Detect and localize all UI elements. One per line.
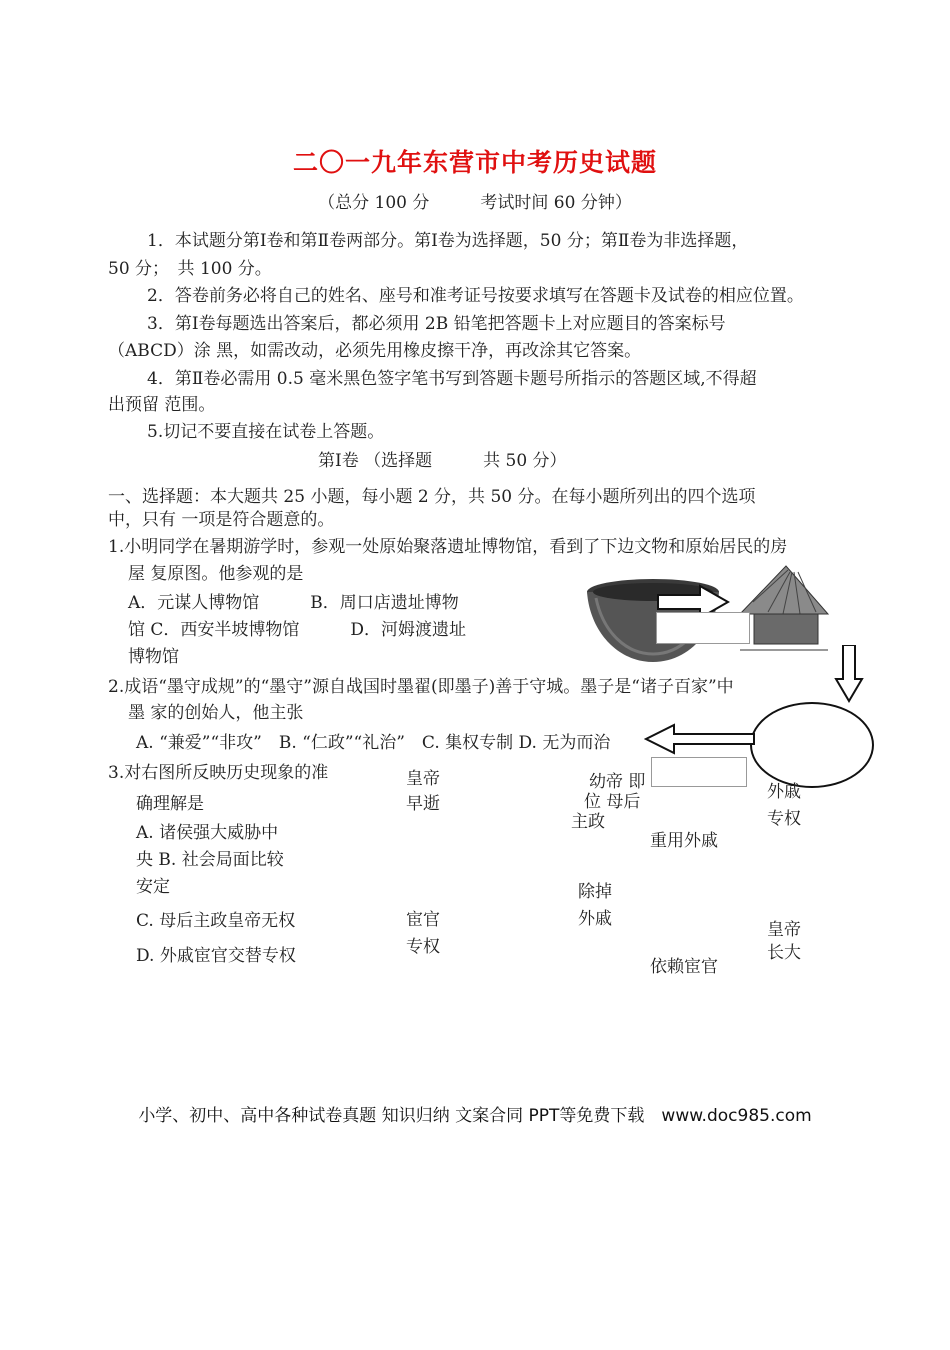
diagram-node-child-emperor: 幼帝 即 xyxy=(589,772,646,792)
exam-subtitle: （总分 100 分 考试时间 60 分钟） xyxy=(318,193,632,213)
instruction-line: （ABCD）涂 黑，如需改动，必须先用橡皮擦干净，再改涂其它答案。 xyxy=(108,341,642,361)
diagram-circle xyxy=(750,702,874,788)
diagram-node-emperor-grows: 皇帝 xyxy=(767,920,801,940)
question-1-stem: 1.小明同学在暑期游学时，参观一处原始聚落遗址博物馆，看到了下边文物和原始居民的房 xyxy=(108,537,788,557)
arrow-left-icon xyxy=(644,722,756,756)
question-3-option: D. 外戚宦官交替专权 xyxy=(136,946,296,966)
diagram-node-remove-consort: 外戚 xyxy=(578,909,612,929)
question-1-option: A．元谋人博物馆 B．周口店遗址博物 xyxy=(128,593,459,613)
diagram-node-emperor-death: 皇帝 xyxy=(406,769,440,789)
instruction-line: 2．答卷前务必将自己的姓名、座号和准考证号按要求填写在答题卡及试卷的相应位置。 xyxy=(147,286,804,306)
diagram-node-emperor-grows: 长大 xyxy=(767,943,801,963)
question-3-stem: 确理解是 xyxy=(136,794,204,814)
instruction-line: 5.切记不要直接在试卷上答题。 xyxy=(147,422,385,442)
question-2-stem: 墨 家的创始人，他主张 xyxy=(128,703,304,723)
page-title: 二〇一九年东营市中考历史试题 xyxy=(292,148,657,177)
question-2-stem: 2.成语“墨守成规”的“墨守”源自战国时墨翟(即墨子)善于守城。墨子是“诸子百家”中 xyxy=(108,677,734,697)
question-1-stem: 屋 复原图。他参观的是 xyxy=(128,564,304,584)
diagram-node-rely-consort: 重用外戚 xyxy=(650,831,718,851)
thatched-hut-image xyxy=(740,566,828,650)
diagram-node-emperor-death: 早逝 xyxy=(406,794,440,814)
diagram-node-child-emperor: 位 母后 xyxy=(584,792,641,812)
section-intro-line: 中，只有 一项是符合题意的。 xyxy=(108,510,335,530)
instruction-line: 出预留 范围。 xyxy=(108,395,216,415)
instruction-line: 1．本试题分第Ⅰ卷和第Ⅱ卷两部分。第Ⅰ卷为选择题，50 分；第Ⅱ卷为非选择题， xyxy=(147,231,749,251)
instruction-line: 50 分； 共 100 分。 xyxy=(108,259,272,279)
section-intro-line: 一、选择题：本大题共 25 小题，每小题 2 分，共 50 分。在每小题所列出的四个选项 xyxy=(108,487,756,507)
question-3-option: A. 诸侯强大威胁中 xyxy=(136,823,279,843)
arrow-down-icon xyxy=(834,645,864,703)
diagram-node-rely-eunuch: 依赖宦官 xyxy=(650,957,718,977)
question-1-option: 馆 C．西安半坡博物馆 D．河姆渡遗址 xyxy=(128,620,467,640)
question-2-options: A. “兼爱”“非攻” B. “仁政”“礼治” C. 集权专制 D. 无为而治 xyxy=(136,733,611,753)
question-3-option: C. 母后主政皇帝无权 xyxy=(136,911,296,931)
question-1-option: 博物馆 xyxy=(128,647,179,667)
question-3-option: 安定 xyxy=(136,877,170,897)
diagram-box xyxy=(651,757,747,787)
diagram-node-consort-power: 外戚 xyxy=(767,782,801,802)
instruction-line: 3．第Ⅰ卷每题选出答案后，都必须用 2B 铅笔把答题卡上对应题目的答案标号 xyxy=(147,314,726,334)
page-footer: 小学、初中、高中各种试卷真题 知识归纳 文案合同 PPT等免费下载 www.doc985.com xyxy=(138,1106,812,1126)
question-3-stem: 3.对右图所反映历史现象的准 xyxy=(108,763,329,783)
question-3-option: 央 B. 社会局面比较 xyxy=(136,850,284,870)
diagram-node-child-emperor: 主政 xyxy=(571,812,605,832)
diagram-node-remove-consort: 除掉 xyxy=(578,882,612,902)
diagram-node-eunuch-power: 宦官 xyxy=(406,910,440,930)
diagram-node-eunuch-power: 专权 xyxy=(406,937,440,957)
diagram-box xyxy=(656,612,750,644)
section-heading: 第Ⅰ卷 （选择题 共 50 分） xyxy=(318,451,567,471)
instruction-line: 4．第Ⅱ卷必需用 0.5 毫米黑色签字笔书写到答题卡题号所指示的答题区域,不得超 xyxy=(147,369,757,389)
diagram-node-consort-power: 专权 xyxy=(767,809,801,829)
